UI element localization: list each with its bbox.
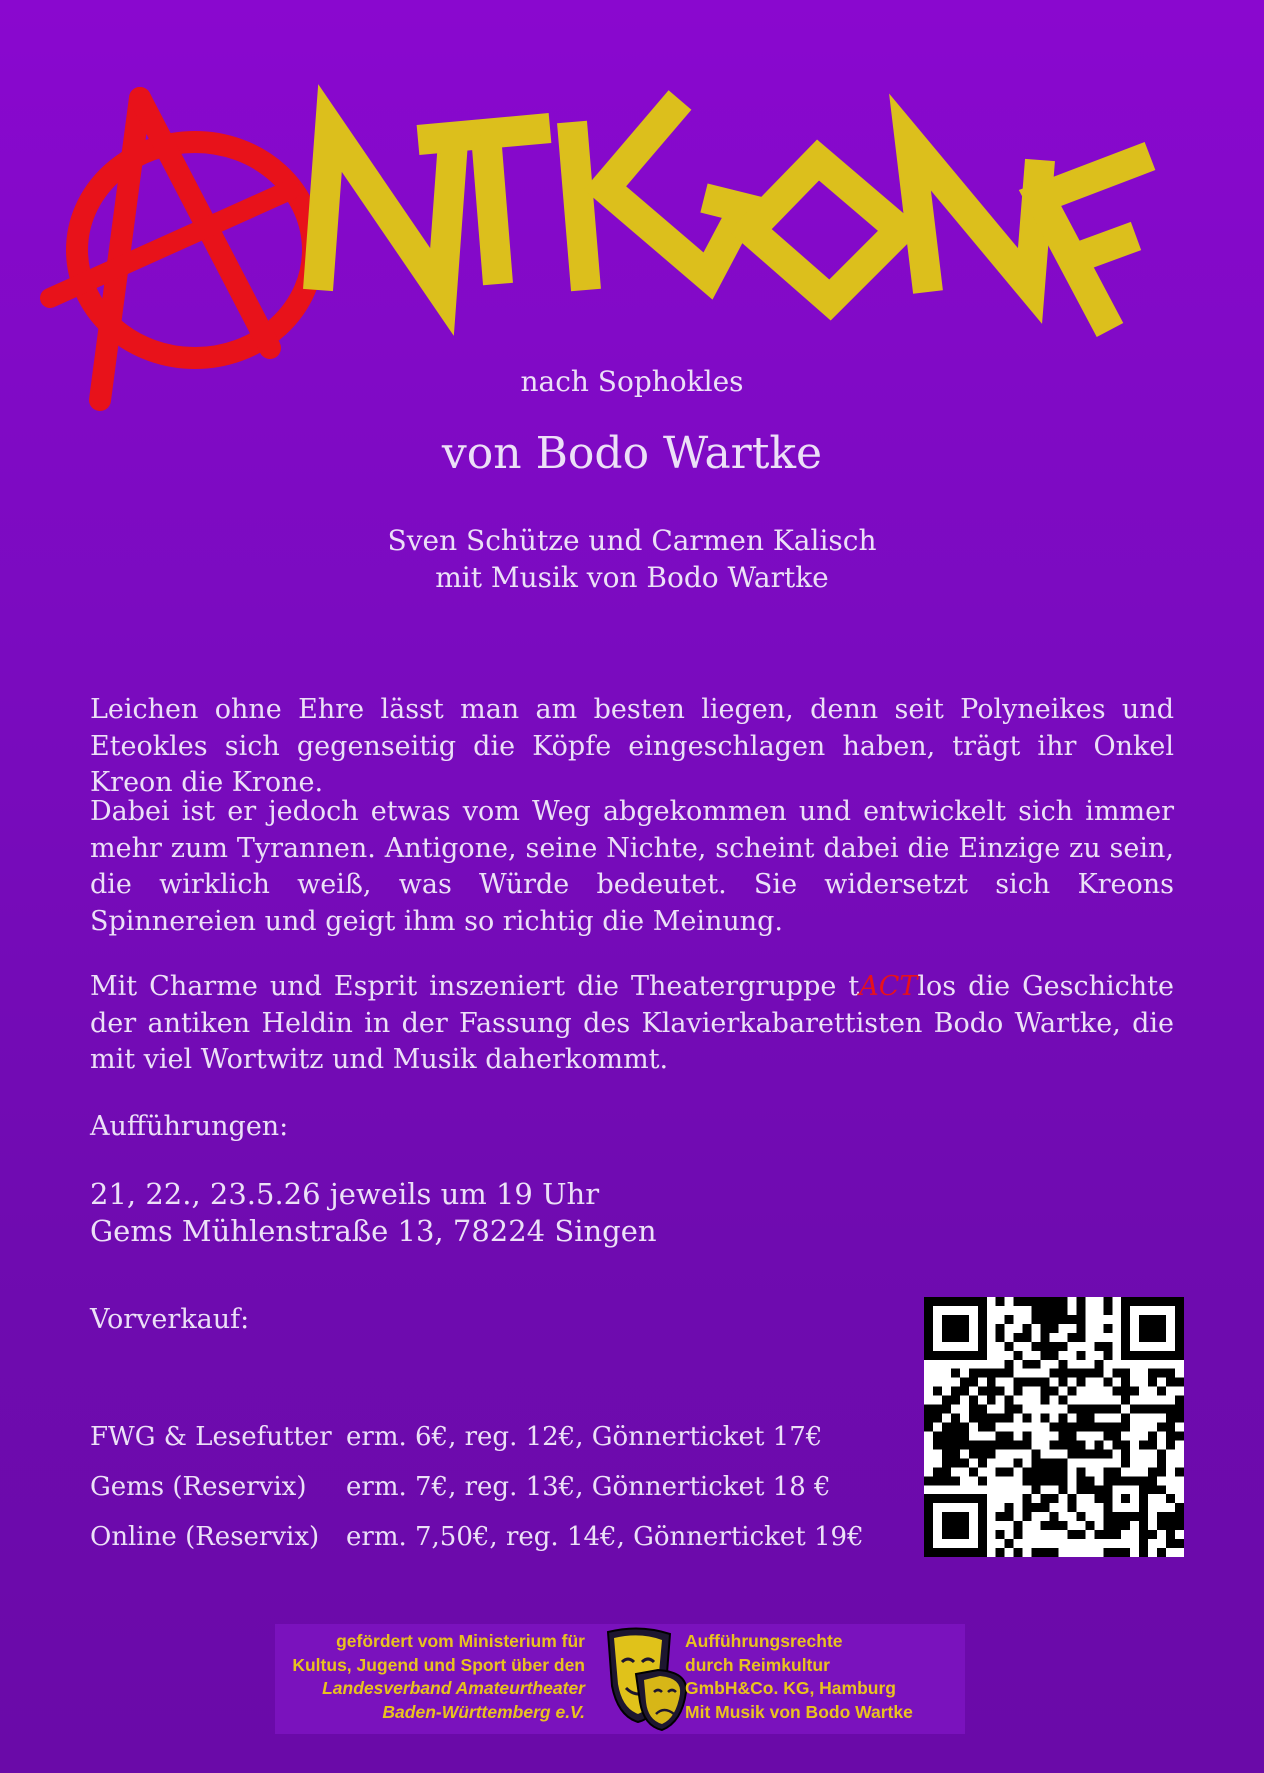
title-letters	[318, 100, 1150, 330]
qr-code-icon[interactable]	[924, 1297, 1184, 1557]
presale-heading: Vorverkauf:	[90, 1304, 250, 1335]
sponsor-line: gefördert vom Ministerium für	[336, 1631, 585, 1651]
credits	[0, 522, 1264, 596]
paragraph-1: Leichen ohne Ehre lässt man am besten liegen, denn seit Polyneikes und Eteokles sich gegenseitig die Köpfe eingeschlagen haben, trägt ihr Onkel Kreon die Krone.	[90, 694, 1174, 798]
sponsor-line: Aufführungsrechte	[685, 1631, 843, 1651]
paragraph-2: Dabei ist er jedoch etwas vom Weg abgekommen und entwickelt sich immer mehr zum Tyrannen. Antigone, seine Nichte, scheint dabei die Einzige zu sein, die wirklich weiß, was Würde bedeutet. Sie widersetzt sich Kreons Spinnereien und geigt ihm so richtig die Meinung.	[90, 796, 1174, 937]
price-row	[90, 1472, 831, 1502]
price-row	[90, 1422, 822, 1452]
performances-heading: Aufführungen:	[90, 1111, 289, 1142]
price-venue: FWG & Lesefutter	[90, 1422, 332, 1452]
price-row	[90, 1522, 864, 1552]
anarchy-a-icon	[50, 98, 313, 400]
sponsor-line: Landesverband Amateurtheater	[322, 1678, 585, 1698]
performance-venue: Gems Mühlenstraße 13, 78224 Singen	[90, 1214, 657, 1248]
price-values: erm. 7,50€, reg. 14€, Gönnerticket 19€	[346, 1522, 864, 1552]
price-venue: Gems (Reservix)	[90, 1472, 307, 1502]
act-highlight: ACT	[859, 971, 918, 1002]
paragraph-3-start: Mit Charme und Esprit inszeniert die Theatergruppe t	[90, 971, 860, 1002]
sponsor-rights	[685, 1630, 913, 1724]
performance-info	[90, 1176, 657, 1250]
sponsor-banner	[275, 1624, 965, 1734]
sponsor-line: GmbH&Co. KG, Hamburg	[685, 1678, 896, 1698]
price-values: erm. 6€, reg. 12€, Gönnerticket 17€	[346, 1422, 823, 1452]
credits-line-2: mit Musik von Bodo Wartke	[435, 561, 829, 594]
sponsor-funding	[292, 1630, 585, 1724]
sponsor-line: Baden-Württemberg e.V.	[382, 1701, 585, 1722]
sponsor-line: Kultus, Jugend und Sport über den	[292, 1654, 585, 1675]
credits-line-1: Sven Schütze und Carmen Kalisch	[387, 524, 877, 557]
sponsor-line: durch Reimkultur	[685, 1654, 830, 1675]
paragraph-3	[90, 969, 1174, 1079]
price-values: erm. 7€, reg. 13€, Gönnerticket 18 €	[346, 1472, 831, 1502]
subtitle: nach Sophokles	[520, 365, 744, 398]
paragraph-3-end: los die Geschichte der antiken Heldin in der Fassung des Klavierkabarettisten Bodo Wartke, die mit viel Wortwitz und Musik daherkommt.	[90, 971, 1174, 1075]
author-line: von Bodo Wartke	[441, 428, 823, 479]
price-venue: Online (Reservix)	[90, 1522, 320, 1552]
theater-masks-icon	[600, 1626, 690, 1734]
sponsor-line: Mit Musik von Bodo Wartke	[685, 1701, 913, 1722]
performance-dates: 21, 22., 23.5.26 jeweils um 19 Uhr	[90, 1177, 600, 1211]
